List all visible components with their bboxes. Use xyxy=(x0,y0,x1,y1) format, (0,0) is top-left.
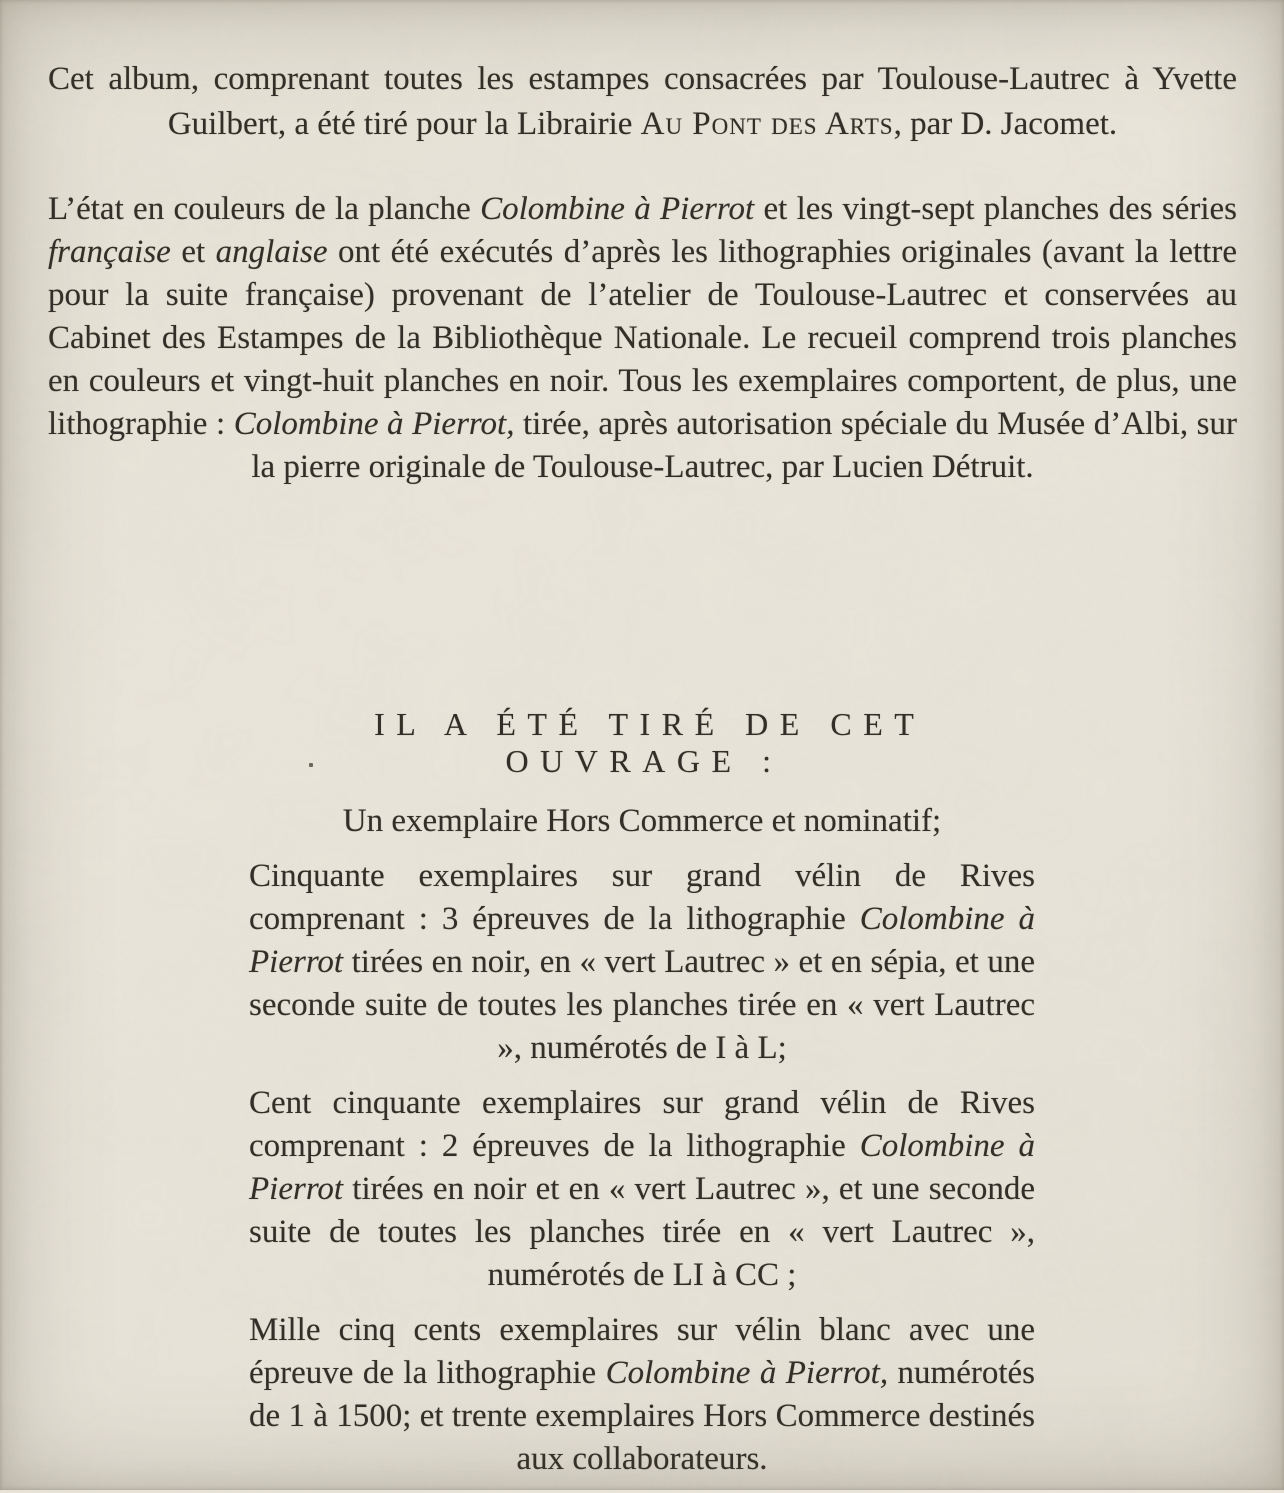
text-run-italic-anglaise: anglaise xyxy=(215,234,328,270)
text-run: tirées en noir, en « vert Lautrec » et en sépia, et une seconde suite de toutes les planches tirée en « vert Lautrec », numérotés de I à L; xyxy=(249,944,1035,1066)
text-run: et les vingt-sept planches des séries xyxy=(754,191,1237,227)
edition-list xyxy=(249,800,1035,1493)
text-run-italic-title: Colombine à Pierrot, xyxy=(233,406,515,442)
edition-item-cent-cinquante xyxy=(249,1082,1035,1297)
text-run: Cinquante exemplaires sur grand vélin de Rives comprenant : 3 épreuves de la lithographie xyxy=(249,858,1035,937)
text-run: Mille cinq cents exemplaires sur vélin blanc avec une épreuve de la lithographie xyxy=(249,1312,1035,1391)
text-run-italic-title: Colombine à Pierrot xyxy=(249,901,1035,980)
text-run: ont été exécutés d’après les lithographies originales (avant la lettre pour la suite française) provenant de l’atelier de Toulouse-Lautrec et conservées au Cabinet des Estampes de la Bibliothèque Nationale. Le recueil comprend trois planches en couleurs et vingt-huit planches en noir. Tous les exemplaires comportent, de plus, une lithographie : xyxy=(48,234,1237,442)
intro-paragraph-album xyxy=(48,57,1237,147)
edition-item-cinquante xyxy=(249,855,1035,1070)
text-run: tirées en noir et en « vert Lautrec », et une seconde suite de toutes les planches tirée en « vert Lautrec », numérotés de LI à CC ; xyxy=(249,1171,1035,1293)
text-run: numérotés de 1 à 1500; et trente exemplaires Hors Commerce destinés aux collaborateurs. xyxy=(249,1355,1035,1477)
text-run-italic-title: Colombine à Pierrot xyxy=(480,191,755,227)
section-heading: IL A ÉTÉ TIRÉ DE CET OUVRAGE : xyxy=(374,706,926,779)
text-run: et xyxy=(170,234,216,270)
edition-item-hors-commerce xyxy=(249,800,1035,843)
text-run-smallcaps-librairie: Au Pont des Arts xyxy=(640,106,894,142)
text-run: Cent cinquante exemplaires sur grand vélin de Rives comprenant : 2 épreuves de la lithographie xyxy=(249,1085,1035,1164)
edition-item-mille-cinq-cents xyxy=(249,1309,1035,1481)
text-run-italic-francaise: française xyxy=(48,234,171,270)
text-run-italic-title: Colombine à Pierrot, xyxy=(605,1355,889,1391)
text-run: , par D. Jacomet. xyxy=(893,106,1118,142)
ink-speck xyxy=(309,763,313,767)
text-run-italic-title: Colombine à Pierrot xyxy=(249,1128,1035,1207)
text-run: Un exemplaire Hors Commerce et nominatif; xyxy=(342,803,942,839)
text-run: Cet album, comprenant toutes les estampes consacrées par Toulouse-Lautrec à Yvette Guilbert, a été tiré pour la Librairie xyxy=(48,61,1237,142)
intro-paragraph-etat xyxy=(48,188,1237,489)
text-run: tirée, après autorisation spéciale du Musée d’Albi, sur la pierre originale de Toulouse-Lautrec, par Lucien Détruit. xyxy=(251,406,1237,485)
text-run: L’état en couleurs de la planche xyxy=(48,191,481,227)
